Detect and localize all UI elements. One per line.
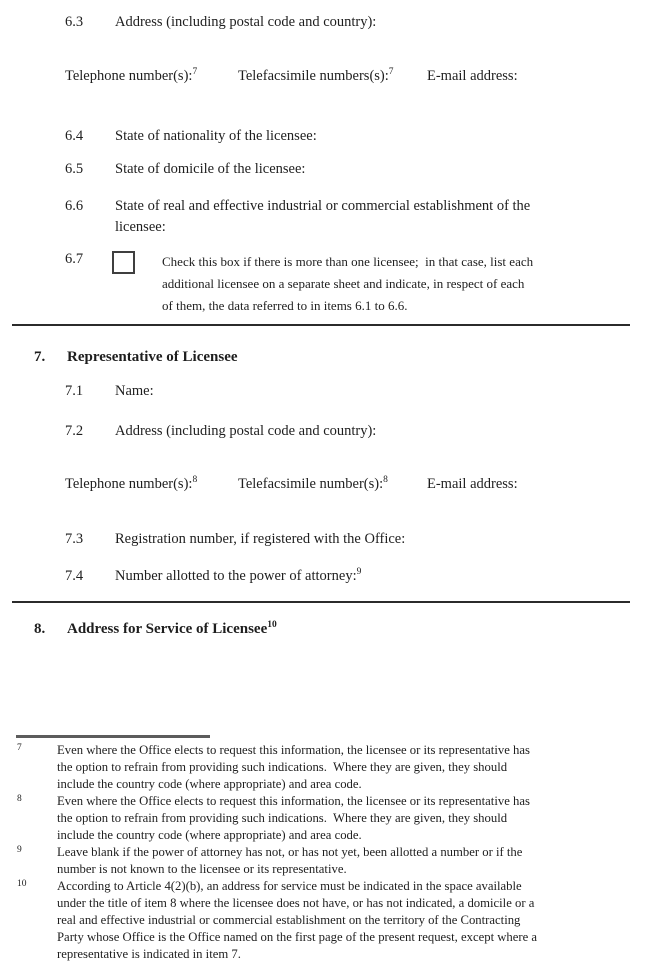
item-6-7-number: 6.7 xyxy=(65,251,84,267)
footnote-7 xyxy=(0,742,645,793)
item-6-7-label: Check this box if there is more than one licensee; in that case, list each additional licensee on a separate sheet and indicate, in respect of each of them, the data referred to in items 6.1 to 6.6. xyxy=(162,254,534,313)
footnote-ref-9: 9 xyxy=(356,567,362,578)
item-6-5-label: State of domicile of the licensee: xyxy=(115,161,306,177)
footnote-ref-7: 7 xyxy=(192,67,198,78)
item-6-5 xyxy=(65,159,305,180)
footnote-10-marker: 10 xyxy=(17,879,27,889)
footnote-10 xyxy=(0,878,645,963)
email-label: E-mail address: xyxy=(427,68,518,84)
telefacsimile-label-text: Telefacsimile number(s): xyxy=(238,476,384,492)
item-6-4 xyxy=(65,126,317,147)
section-8-heading xyxy=(34,619,277,640)
item-6-4-number: 6.4 xyxy=(65,128,84,144)
footnote-9-marker: 9 xyxy=(17,845,22,855)
item-6-6-number: 6.6 xyxy=(65,198,84,214)
telefacsimile-label-text: Telefacsimile numbers(s): xyxy=(238,68,389,84)
footnote-7-marker: 7 xyxy=(17,743,22,753)
section-7-number: 7. xyxy=(34,349,46,365)
contact-row-section-7 xyxy=(65,474,518,494)
item-6-3-label: Address (including postal code and country): xyxy=(115,14,377,30)
item-7-2-label: Address (including postal code and country): xyxy=(115,423,377,439)
footnote-7-text: Even where the Office elects to request this information, the licensee or its representative has the option to refrain from providing such indications. Where they are given, they should include the country code (where appropriate) and area code. xyxy=(57,743,530,791)
section-divider xyxy=(12,601,630,603)
footnote-9-text: Leave blank if the power of attorney has not, or has not yet, been allotted a number or if the number is not known to the licensee or its representative. xyxy=(57,845,523,876)
footnotes xyxy=(0,742,645,963)
telephone-label xyxy=(65,66,238,86)
item-6-3-number: 6.3 xyxy=(65,14,84,30)
telephone-label-text: Telephone number(s): xyxy=(65,68,193,84)
item-6-5-number: 6.5 xyxy=(65,161,84,177)
section-7-title: Representative of Licensee xyxy=(67,349,238,365)
item-7-4 xyxy=(65,566,361,587)
item-7-4-label xyxy=(115,566,361,587)
section-8-number: 8. xyxy=(34,621,46,637)
item-7-1 xyxy=(65,381,154,402)
contact-row-section-6 xyxy=(65,66,518,86)
item-7-2 xyxy=(65,421,376,442)
item-6-4-label: State of nationality of the licensee: xyxy=(115,128,317,144)
footnote-8-text: Even where the Office elects to request this information, the licensee or its representative has the option to refrain from providing such indications. Where they are given, they should include the country code (where appropriate) and area code. xyxy=(57,794,530,842)
footnote-ref-8: 8 xyxy=(383,475,388,486)
telephone-label-text: Telephone number(s): xyxy=(65,476,193,492)
item-7-4-number: 7.4 xyxy=(65,568,84,584)
footnote-ref-7: 7 xyxy=(388,67,394,78)
section-7-heading xyxy=(34,347,238,368)
footnote-ref-10: 10 xyxy=(267,620,277,630)
footnote-8 xyxy=(0,793,645,844)
telefacsimile-label xyxy=(238,474,427,494)
footnote-separator xyxy=(16,735,210,738)
footnote-9 xyxy=(0,844,645,878)
telephone-label xyxy=(65,474,238,494)
item-6-6-label: State of real and effective industrial or commercial establishment of the licensee: xyxy=(115,198,531,235)
email-label: E-mail address: xyxy=(427,476,518,492)
footnote-10-text: According to Article 4(2)(b), an address for service must be indicated in the space available under the title of item 8 where the licensee does not have, or has not indicated, a domicile or a real and effective industrial or commercial establishment on the territory of the Contracting Party whose Office is the Office named on the first page of the present request, except where a representative is indicated in item 7. xyxy=(57,879,538,961)
item-7-3 xyxy=(65,529,405,550)
item-7-1-label: Name: xyxy=(115,383,154,399)
footnote-8-marker: 8 xyxy=(17,794,22,804)
item-7-3-label: Registration number, if registered with the Office: xyxy=(115,531,406,547)
section-8-title xyxy=(67,619,277,640)
item-7-2-number: 7.2 xyxy=(65,423,84,439)
item-6-3 xyxy=(65,12,376,33)
item-7-1-number: 7.1 xyxy=(65,383,84,399)
item-7-3-number: 7.3 xyxy=(65,531,84,547)
section-divider xyxy=(12,324,630,326)
section-8-title-text: Address for Service of Licensee xyxy=(67,621,268,637)
item-6-6 xyxy=(65,196,530,238)
footnote-ref-8: 8 xyxy=(192,475,198,486)
telefacsimile-label xyxy=(238,66,427,86)
multiple-licensees-checkbox[interactable] xyxy=(112,251,135,274)
item-7-4-label-text: Number allotted to the power of attorney: xyxy=(115,568,357,584)
